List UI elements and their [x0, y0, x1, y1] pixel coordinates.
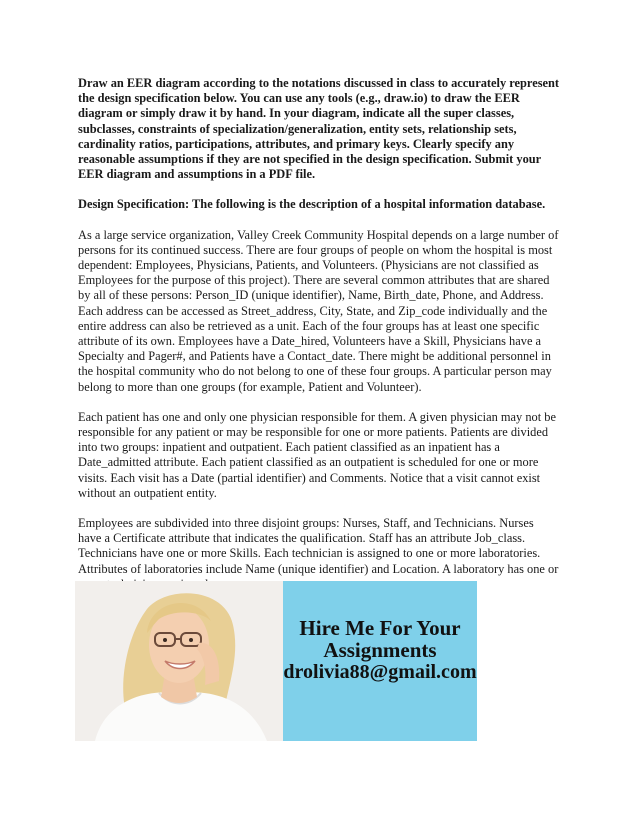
text-line: entire address can also be retrieved as a unit. Each of the four groups has at least one specific	[78, 318, 540, 333]
text-line: Each address can be accessed as Street_address, City, State, and Zip_code individually and the	[78, 303, 548, 318]
text-line: the design specification below. You can use any tools (e.g., draw.io) to draw the EER	[78, 91, 520, 106]
text-line: subclasses, constraints of specialization/generalization, entity sets, relationship sets,	[78, 121, 517, 136]
text-line: attribute of its own. Employees have a Date_hired, Volunteers have a Skill, Physicians have a	[78, 334, 542, 349]
spec-heading: Design Specification: The following is the description of a hospital information database.	[78, 197, 546, 212]
text-line: belong to more than one groups (for example, Patient and Volunteer).	[78, 379, 422, 394]
text-line: Employees for the purpose of this project). There are several common attributes that are shared	[78, 273, 550, 288]
text-line: Date_admitted attribute. Each patient classified as an outpatient is scheduled for one or more	[78, 455, 539, 470]
text-line: visits. Each visit has a Date (partial identifier) and Comments. Notice that a visit cannot exist	[78, 470, 541, 485]
woman-photo	[75, 581, 283, 741]
patients-paragraph	[78, 410, 568, 501]
text-line: Employees are subdivided into three disjoint groups: Nurses, Staff, and Technicians. Nurses	[78, 516, 534, 531]
text-line: EER diagram and assumptions in a PDF file.	[78, 167, 316, 182]
ad-headline: Hire Me For Your	[299, 616, 461, 640]
text-line: dependent: Employees, Physicians, Patients, and Volunteers. (Physicians are not classified as	[78, 258, 539, 273]
ad-subheadline: Assignments	[323, 638, 437, 662]
text-line: the hospital community who do not belong to one of these four groups. A particular person may	[78, 364, 552, 379]
text-line: without an outpatient entity.	[78, 485, 217, 500]
document-body	[78, 76, 568, 592]
text-line: Draw an EER diagram according to the notations discussed in class to accurately represent	[78, 76, 560, 90]
text-line: reasonable assumptions if they are not specified in the design specification. Submit your	[78, 152, 542, 167]
ad-email: drolivia88@gmail.com	[283, 661, 477, 683]
text-line: Specialty and Pager#, and Patients have a Contact_date. There might be additional personnel in	[78, 349, 551, 364]
text-line: have a Certificate attribute that indicates the qualification. Staff has an attribute Job_class.	[78, 531, 526, 546]
text-line: persons for its continued success. There are four groups of people on whom the hospital is most	[78, 242, 553, 257]
text-line: by all of these persons: Person_ID (unique identifier), Name, Birth_date, Phone, and Address.	[78, 288, 544, 303]
text-line: cardinality ratios, participations, attributes, and primary keys. Clearly specify any	[78, 136, 515, 151]
text-line: Attributes of laboratories include Name (unique identifier) and Location. A laboratory has one or	[78, 561, 559, 576]
text-line: As a large service organization, Valley Creek Community Hospital depends on a large number of	[78, 227, 559, 242]
instructions-paragraph	[78, 76, 568, 182]
text-line: responsible for any patient or may be responsible for one or more patients. Patients are divided	[78, 425, 549, 440]
woman-illustration	[75, 581, 283, 741]
persons-paragraph	[78, 228, 568, 395]
text-line: into two groups: inpatient and outpatient. Each patient classified as an inpatient has a	[78, 440, 500, 455]
text-line: diagram or simply draw it by hand. In your diagram, indicate all the super classes,	[78, 106, 515, 121]
advertisement-banner	[75, 581, 477, 741]
text-line: Technicians have one or more Skills. Each technician is assigned to one or more laboratories.	[78, 546, 541, 561]
text-line: Each patient has one and only one physician responsible for them. A given physician may not be	[78, 409, 556, 424]
ad-text	[283, 617, 477, 684]
